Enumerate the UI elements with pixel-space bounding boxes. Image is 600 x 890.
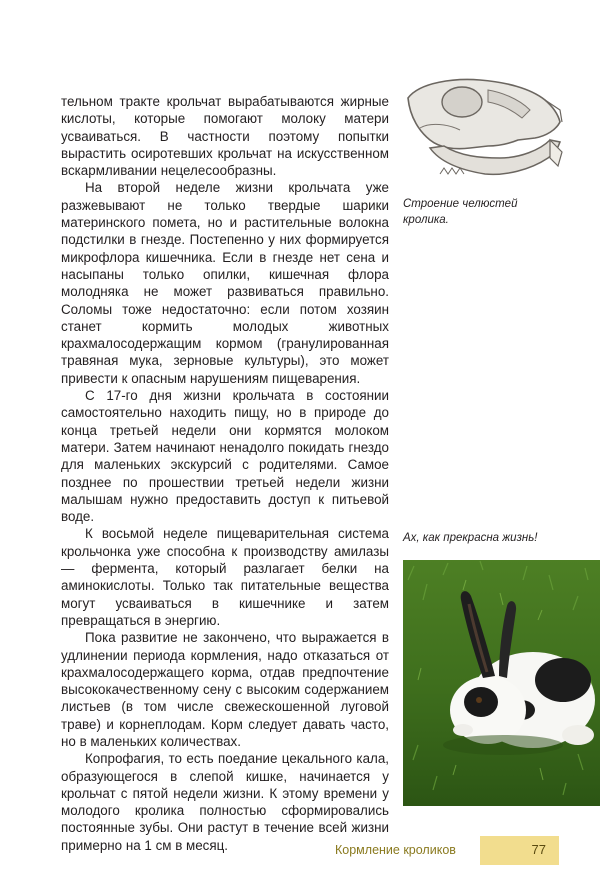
paragraph: С 17-го дня жизни крольчата в состоянии самостоятельно находить пищу, но в природе до конца третьей недели они кормятся молоком матери. Затем начинают ненадолго покидать гнездо для маленьких экскурсий с родителями. Самое позднее по прошествии третьей недели жизни малышам нужно предоставить доступ к питьевой воде. <box>61 388 389 525</box>
paragraph: Пока развитие не закончено, что выражается в удлинении периода кормления, надо отказаться от крахмалосодержащего корма, отдав предпочтение высококачественному сену с высоким содержанием листьев (в том числе свежескошенной луговой траве) и корнеплодам. Корм следует давать часто, но в маленьких количествах. <box>61 630 389 749</box>
rabbit-photo-image <box>403 560 600 806</box>
rabbit-photo <box>403 560 600 806</box>
rabbit-skull-illustration <box>400 70 570 185</box>
paragraph: К восьмой неделе пищеварительная система крольчонка уже способна к производству амилазы — фермента, который разлагает белки на аминокислоты. Только так питательные вещества могут усваиваться в кишечнике и затем превращаться в энергию. <box>61 526 389 628</box>
paragraph: тельном тракте крольчат вырабатываются жирные кислоты, которые помогают молоку матери усваиваться. В частности поэтому попытки вырастить осиротевших крольчат на искусственном вскармливании нецелесообразны. <box>61 94 389 179</box>
paragraph: Копрофагия, то есть поедание цекального кала, образующегося в слепой кишке, начинается у крольчат с пятой недели жизни. К этому времени у молодого кролика полностью сформировались постоянные зубы. Они растут в течение всей жизни примерно на 1 см в месяц. <box>61 751 389 853</box>
paragraph: На второй неделе жизни крольчата уже разжевывают не только твердые шарики материнского помета, но и растительные волокна подстилки в гнезде. Постепенно у них формируется микрофлора кишечника. Если в гнезде нет сена и насыпаны только опилки, кишечная флора молодняка не может развиваться правильно. Соломы тоже недостаточно: если потом хозяин станет кормить молодых животных крахмалосодержащим кормом (гранулированная травяная мука, зерновые культуры), это может привести к опасным нарушениям пищеварения. <box>61 180 389 386</box>
skull-caption: Строение челюстей кролика. <box>403 198 518 226</box>
page-number-box <box>480 836 559 865</box>
rabbit-caption: Ах, как прекрасна жизнь! <box>403 532 538 544</box>
body-text <box>61 93 389 854</box>
page-number: 77 <box>531 842 546 857</box>
section-title: Кормление кроликов <box>335 843 456 857</box>
